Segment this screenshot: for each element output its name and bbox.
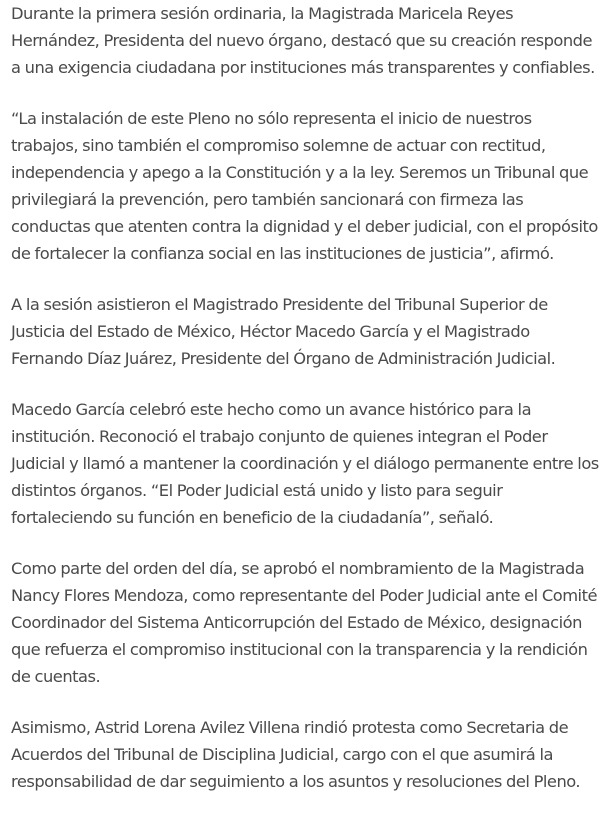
article-paragraph-4: Macedo García celebró este hecho como un avance histórico para la institución. Reconoció el trabajo conjunto de quienes integran el Poder Judicial y llamó a mantener la coordinación y el diálogo permanente entre los distintos órganos. “El Poder Judicial está unido y listo para seguir fortaleciendo su función en beneficio de la ciudadanía”, señaló. (11, 400, 599, 527)
article-paragraph-1: Durante la primera sesión ordinaria, la Magistrada Maricela Reyes Hernández, Presidenta del nuevo órgano, destacó que su creación responde a una exigencia ciudadana por instituciones más transparentes y confiables. (11, 4, 595, 77)
article-paragraph-2: “La instalación de este Pleno no sólo representa el inicio de nuestros trabajos, sino también el compromiso solemne de actuar con rectitud, independencia y apego a la Constitución y a la ley. Seremos un Tribunal que privilegiará la prevención, pero también sancionará con firmeza las conductas que atenten contra la dignidad y el deber judicial, con el propósito de fortalecer la confianza social en las instituciones de justicia”, afirmó. (11, 109, 598, 263)
article-paragraph-6: Asimismo, Astrid Lorena Avilez Villena rindió protesta como Secretaria de Acuerdos del Tribunal de Disciplina Judicial, cargo con el que asumirá la responsabilidad de dar seguimiento a los asuntos y resoluciones del Pleno. (11, 718, 581, 791)
article-paragraph-5: Como parte del orden del día, se aprobó el nombramiento de la Magistrada Nancy Flores Mendoza, como representante del Poder Judicial ante el Comité Coordinador del Sistema Anticorrupción del Estado de México, designación que refuerza el compromiso institucional con la transparencia y la rendición de cuentas. (11, 559, 597, 686)
article-paragraph-3: A la sesión asistieron el Magistrado Presidente del Tribunal Superior de Justicia del Estado de México, Héctor Macedo García y el Magistrado Fernando Díaz Juárez, Presidente del Órgano de Administración Judicial. (11, 295, 556, 368)
